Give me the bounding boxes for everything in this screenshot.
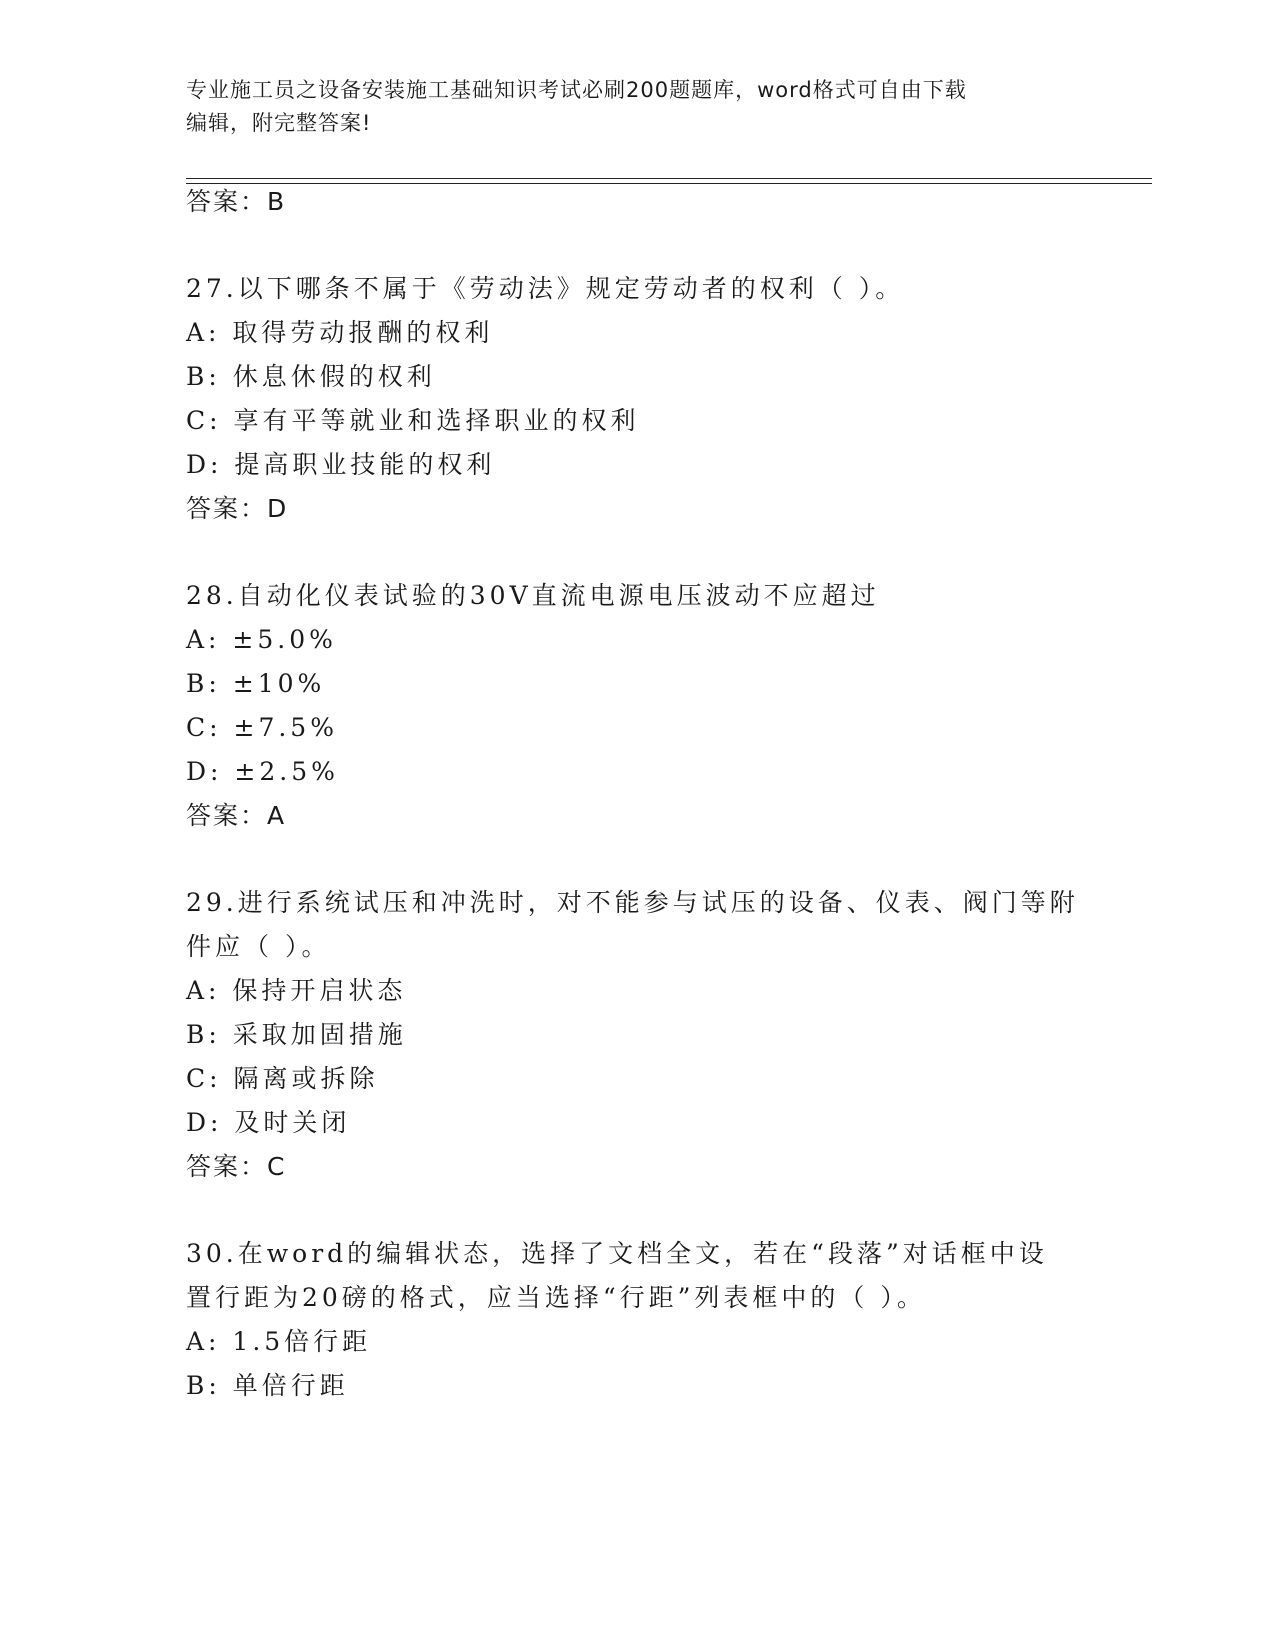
header-line-2: 编辑，附完整答案! [186, 111, 372, 135]
question-28-option-b: B: ±10% [186, 669, 326, 698]
header-line-1: 专业施工员之设备安装施工基础知识考试必刷200题题库，word格式可自由下载 [186, 78, 967, 102]
question-28-text: 28.自动化仪表试验的30V直流电源电压波动不应超过 [186, 581, 880, 610]
question-27-option-c: C: 享有平等就业和选择职业的权利 [186, 406, 640, 435]
question-30-option-a: A: 1.5倍行距 [186, 1327, 372, 1356]
question-28-option-d: D: ±2.5% [186, 757, 339, 786]
question-27-text: 27.以下哪条不属于《劳动法》规定劳动者的权利（ ）。 [186, 274, 905, 303]
answer-line: 答案：B [186, 187, 287, 216]
question-27-option-d: D: 提高职业技能的权利 [186, 450, 496, 479]
question-29-option-c: C: 隔离或拆除 [186, 1064, 379, 1093]
question-27-option-b: B: 休息休假的权利 [186, 362, 436, 391]
question-30-option-b: B: 单倍行距 [186, 1371, 349, 1400]
question-29-option-b: B: 采取加固措施 [186, 1020, 407, 1049]
question-29-option-d: D: 及时关闭 [186, 1108, 351, 1137]
question-28-answer: 答案：A [186, 801, 287, 830]
header-divider-bottom [186, 183, 1152, 184]
question-27-option-a: A: 取得劳动报酬的权利 [186, 318, 494, 347]
question-28-option-c: C: ±7.5% [186, 713, 338, 742]
document-header [186, 74, 1066, 140]
question-28-option-a: A: ±5.0% [186, 625, 337, 654]
question-29-option-a: A: 保持开启状态 [186, 976, 407, 1005]
header-divider-top [186, 178, 1152, 179]
question-29-answer: 答案：C [186, 1152, 287, 1181]
question-27-answer: 答案：D [186, 494, 289, 523]
question-29-text-line-1: 29.进行系统试压和冲洗时，对不能参与试压的设备、仪表、阀门等附 [186, 888, 1079, 917]
question-30-text-line-2: 置行距为20磅的格式，应当选择“行距”列表框中的（ ）。 [186, 1283, 926, 1312]
question-30-text-line-1: 30.在word的编辑状态，选择了文档全文，若在“段落”对话框中设 [186, 1239, 1048, 1268]
question-29-text-line-2: 件应（ ）。 [186, 932, 331, 961]
